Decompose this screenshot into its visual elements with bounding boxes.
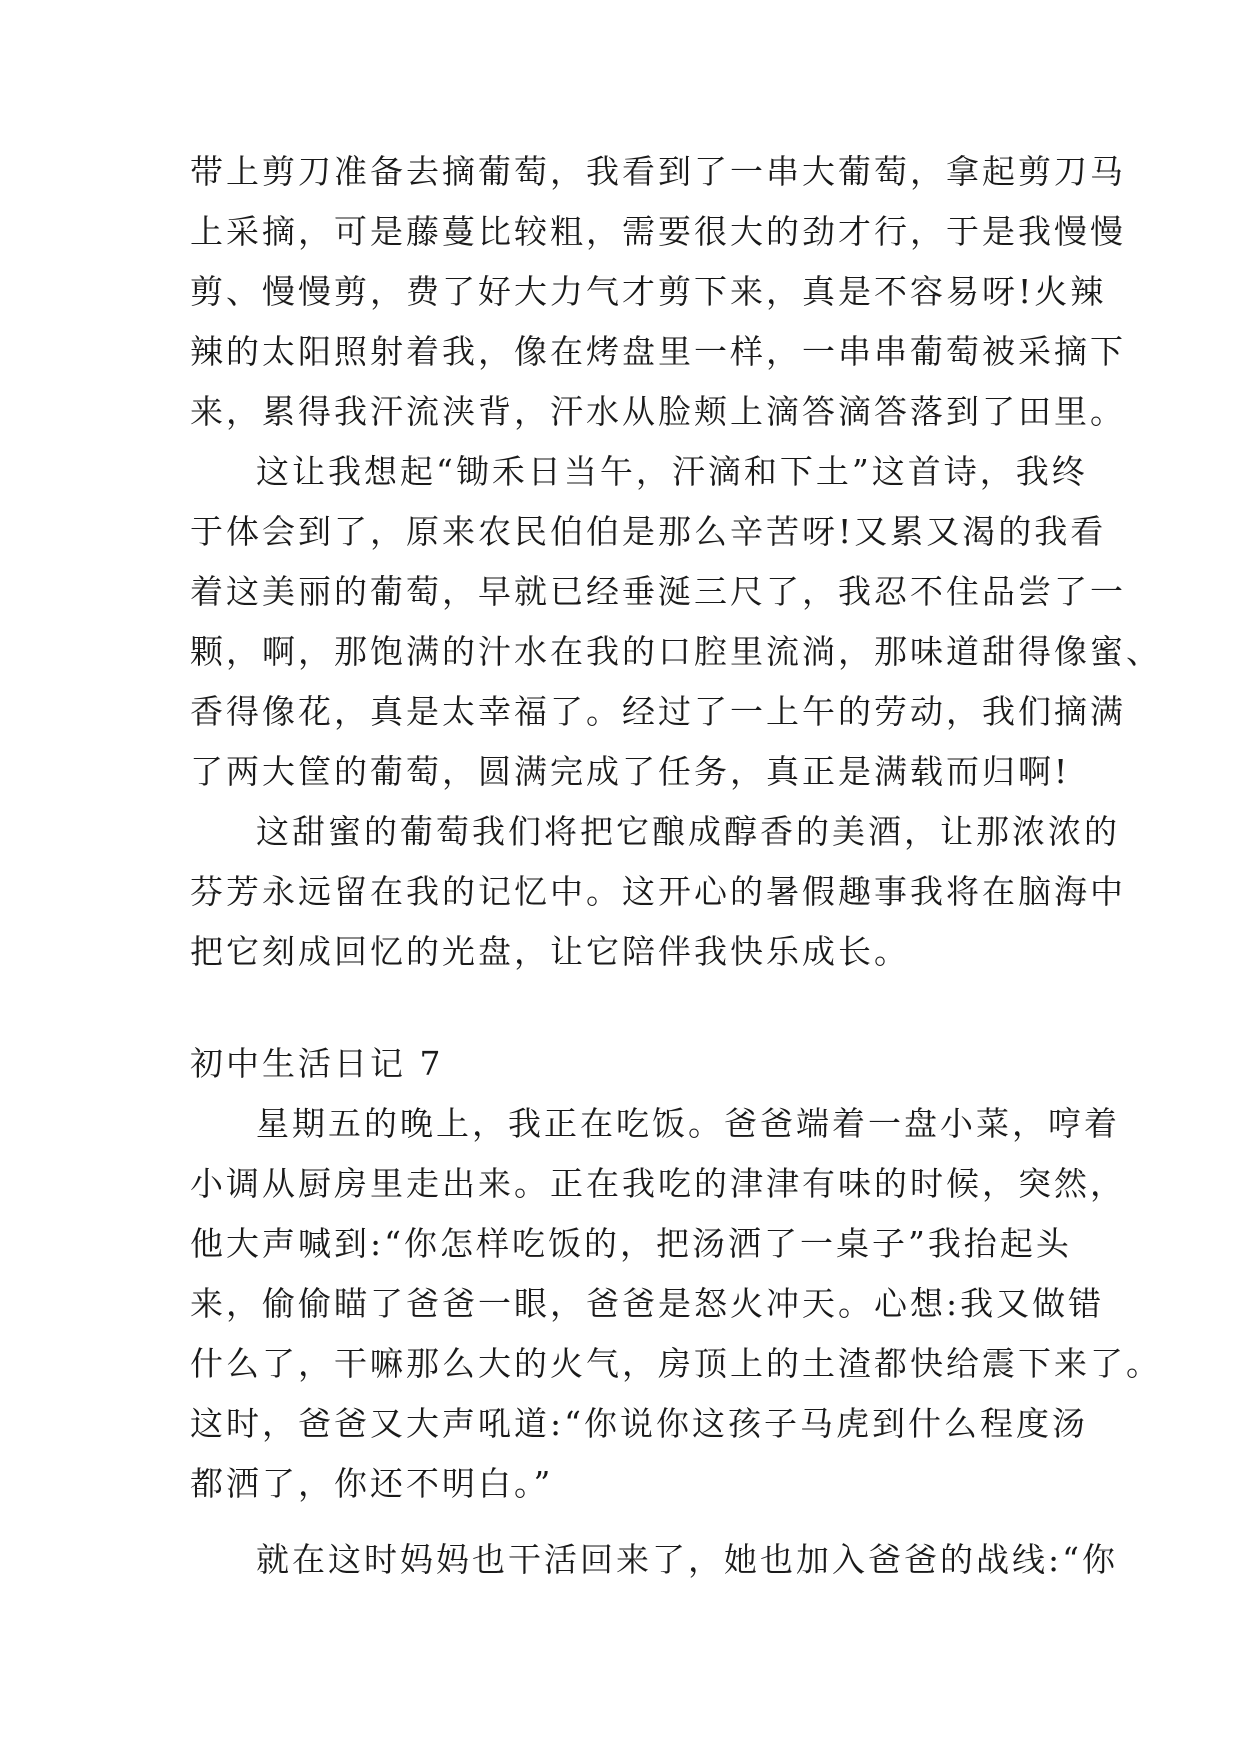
paragraph-line: 剪、慢慢剪，费了好大力气才剪下来，真是不容易呀!火辣 xyxy=(190,272,1107,311)
section-heading: 初中生活日记 7 xyxy=(190,1044,444,1083)
paragraph-line: 带上剪刀准备去摘葡萄，我看到了一串大葡萄，拿起剪刀马 xyxy=(190,152,1126,191)
paragraph-line: 小调从厨房里走出来。正在我吃的津津有味的时候，突然， xyxy=(190,1164,1126,1203)
paragraph-line: 就在这时妈妈也干活回来了，她也加入爸爸的战线:“你 xyxy=(256,1540,1118,1579)
paragraph-line: 香得像花，真是太幸福了。经过了一上午的劳动，我们摘满 xyxy=(190,692,1126,731)
paragraph-line: 这让我想起“锄禾日当午，汗滴和下土”这首诗，我终 xyxy=(256,452,1088,491)
paragraph-line: 来，累得我汗流浃背，汗水从脸颊上滴答滴答落到了田里。 xyxy=(190,392,1126,431)
paragraph-line: 了两大筐的葡萄，圆满完成了任务，真正是满载而归啊! xyxy=(190,752,1071,791)
paragraph-line: 来，偷偷瞄了爸爸一眼，爸爸是怒火冲天。心想:我又做错 xyxy=(190,1284,1105,1323)
paragraph-line: 他大声喊到:“你怎样吃饭的，把汤洒了一桌子”我抬起头 xyxy=(190,1224,1072,1263)
paragraph-line: 这时，爸爸又大声吼道:“你说你这孩子马虎到什么程度汤 xyxy=(190,1404,1088,1443)
paragraph-line: 这甜蜜的葡萄我们将把它酿成醇香的美酒，让那浓浓的 xyxy=(256,812,1120,851)
paragraph-line: 着这美丽的葡萄，早就已经垂涎三尺了，我忍不住品尝了一 xyxy=(190,572,1126,611)
paragraph-line: 把它刻成回忆的光盘，让它陪伴我快乐成长。 xyxy=(190,932,910,971)
paragraph-line: 都洒了，你还不明白。” xyxy=(190,1464,554,1503)
paragraph-line: 什么了，干嘛那么大的火气，房顶上的土渣都快给震下来了。 xyxy=(190,1344,1162,1383)
paragraph-line: 上采摘，可是藤蔓比较粗，需要很大的劲才行，于是我慢慢 xyxy=(190,212,1126,251)
paragraph-line: 芬芳永远留在我的记忆中。这开心的暑假趣事我将在脑海中 xyxy=(190,872,1126,911)
paragraph-line: 星期五的晚上，我正在吃饭。爸爸端着一盘小菜，哼着 xyxy=(256,1104,1120,1143)
paragraph-line: 辣的太阳照射着我，像在烤盘里一样，一串串葡萄被采摘下 xyxy=(190,332,1126,371)
paragraph-line: 颗，啊，那饱满的汁水在我的口腔里流淌，那味道甜得像蜜、 xyxy=(190,632,1162,671)
paragraph-line: 于体会到了，原来农民伯伯是那么辛苦呀!又累又渴的我看 xyxy=(190,512,1107,551)
